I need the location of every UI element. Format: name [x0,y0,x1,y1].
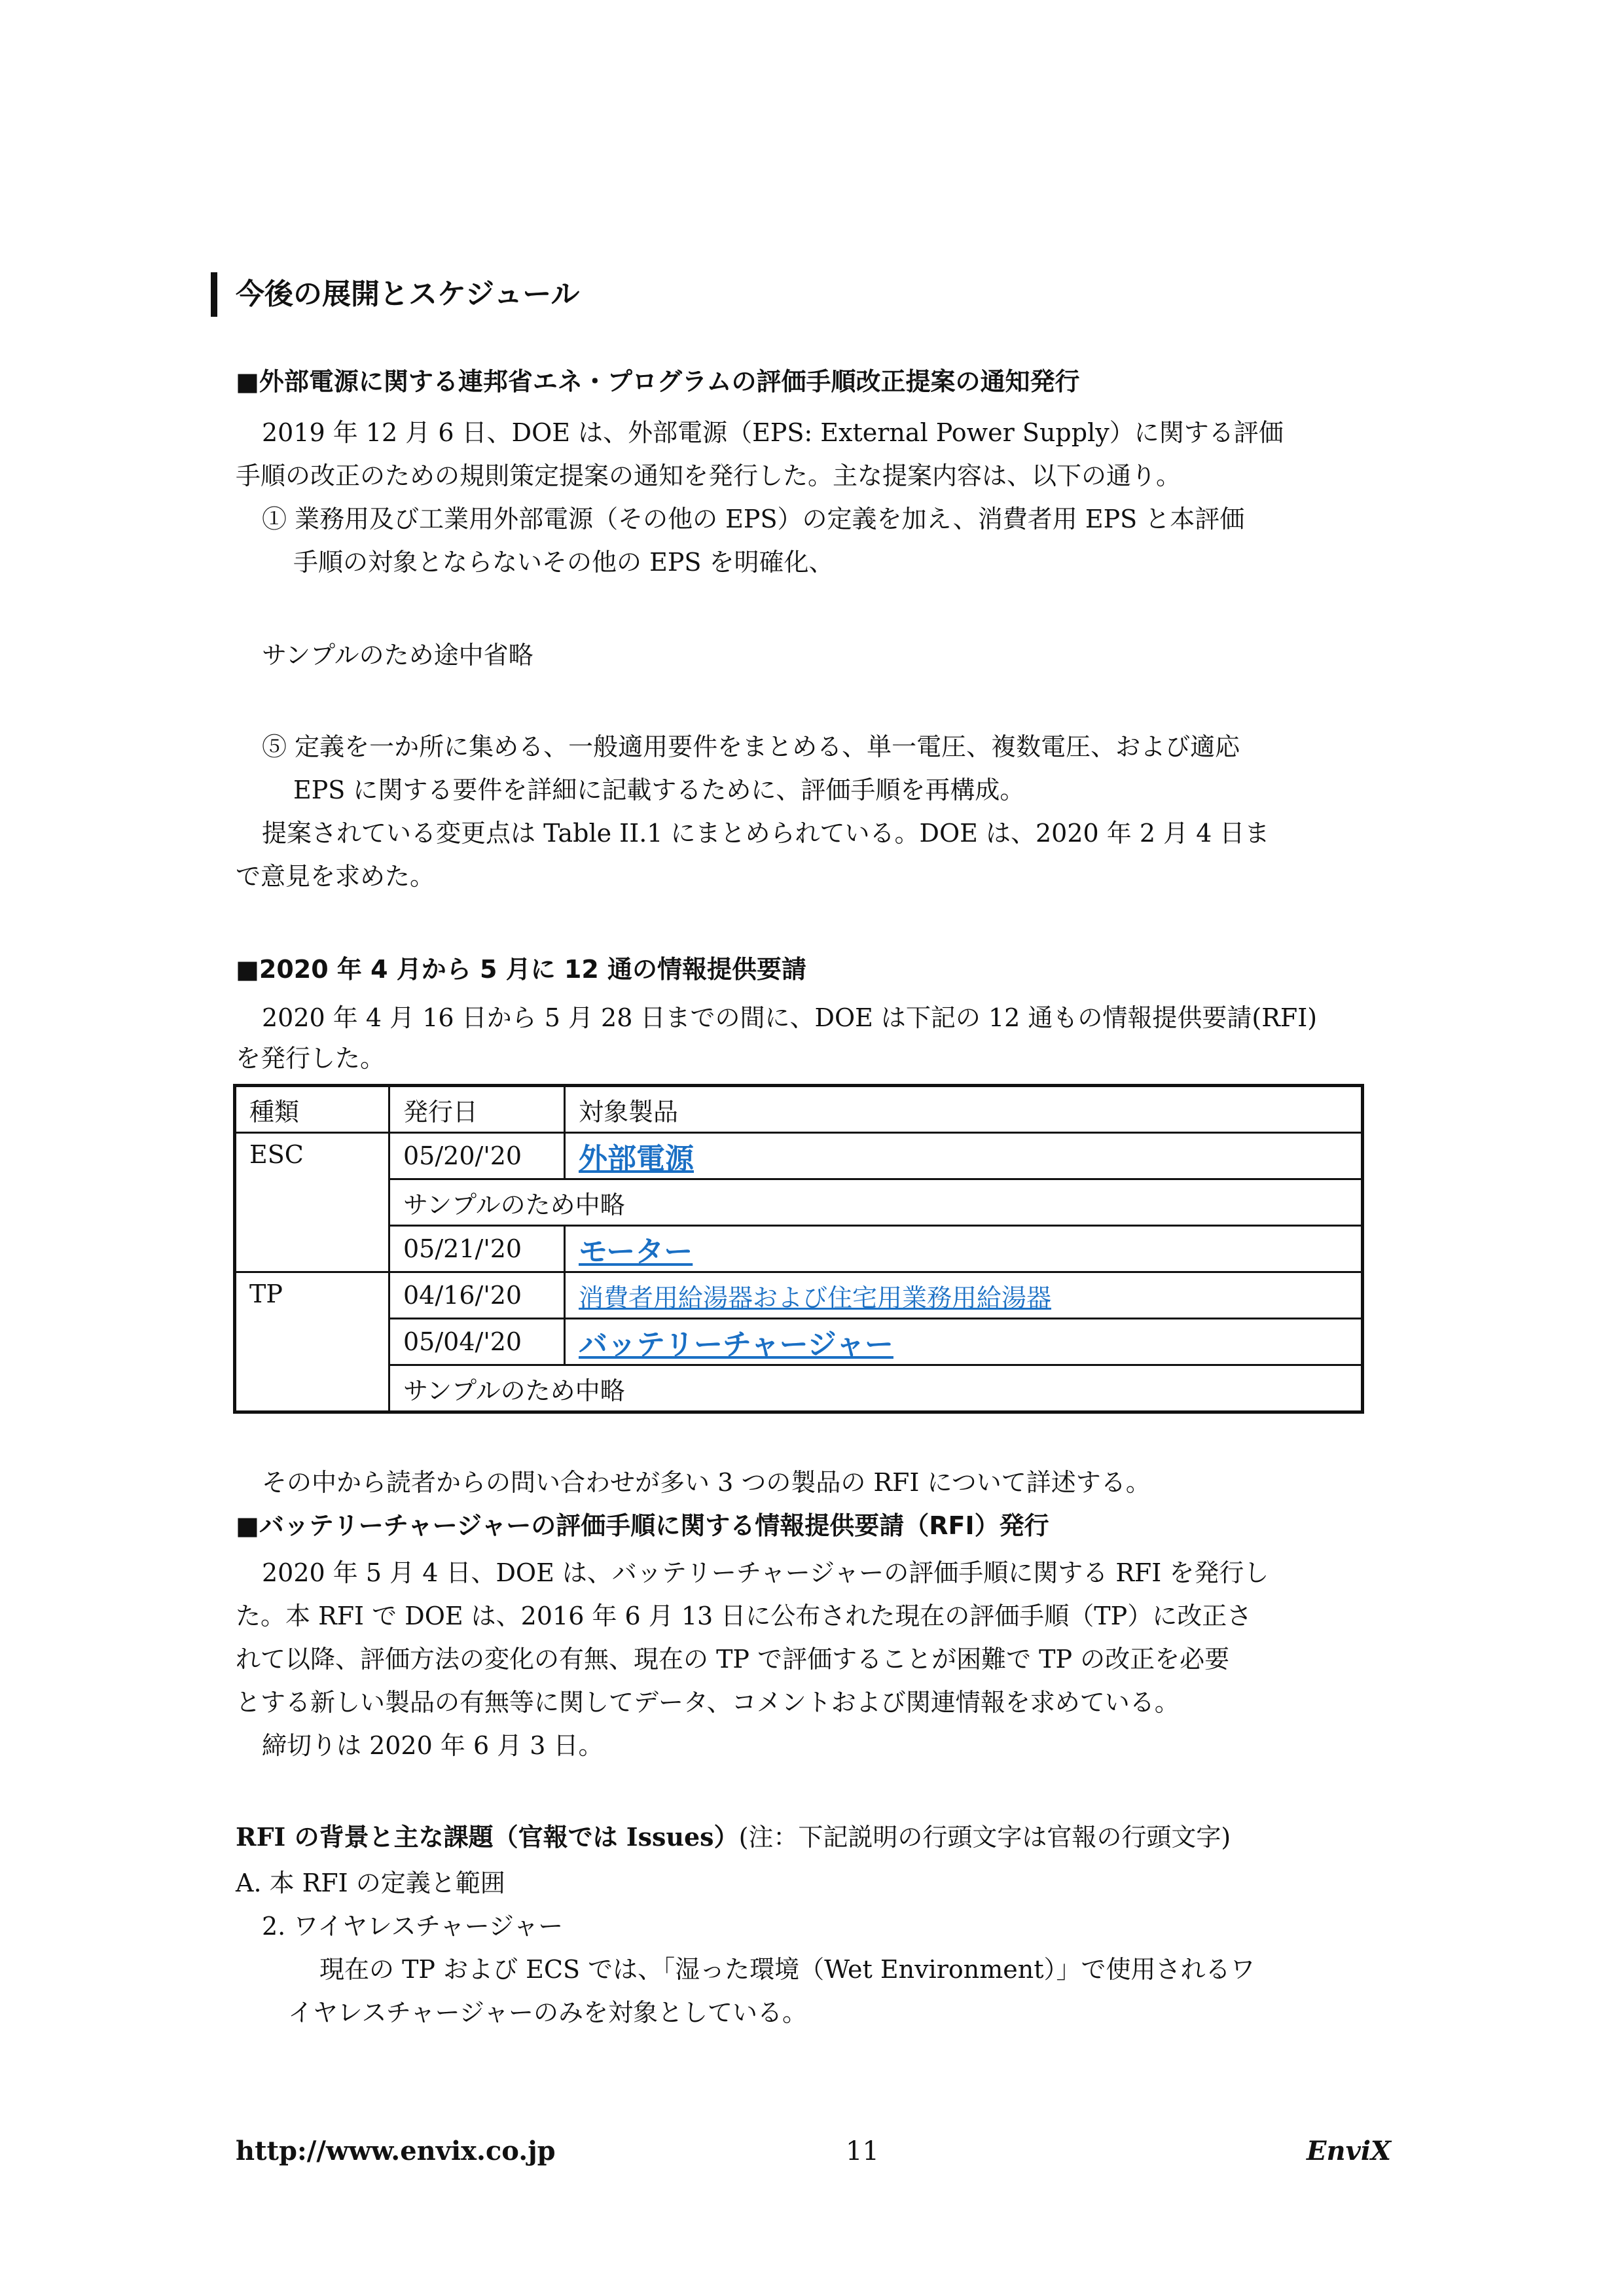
date-cell: 04/16/'20 [389,1272,565,1319]
product-cell [565,1133,1363,1179]
omitted-cell: サンプルのため中略 [389,1179,1363,1226]
page-number: 11 [846,2136,879,2166]
paragraph-line: イヤレスチャージャーのみを対象としている。 [288,1998,808,2027]
paragraph-line: 2020 年 5 月 4 日、DOE は、バッテリーチャージャーの評価手順に関する RFI を発行し [262,1558,1269,1587]
table-row [235,1133,1363,1179]
date-cell: 05/04/'20 [389,1319,565,1365]
table-row [235,1179,1363,1226]
type-cell-tp: TP [235,1272,389,1412]
product-link-battery-charger[interactable]: バッテリーチャージャー [579,1328,893,1361]
paragraph-line: れて以降、評価方法の変化の有無、現在の TP で評価することが困難で TP の改正を必要 [236,1645,1230,1674]
date-cell: 05/21/'20 [389,1226,565,1272]
paragraph-line: た。本 RFI で DOE は、2016 年 6 月 13 日に公布された現在の評価手順（TP）に改正さ [236,1602,1252,1630]
product-cell [565,1319,1363,1365]
list-item-1: ① 業務用及び工業用外部電源（その他の EPS）の定義を加え、消費者用 EPS と本評価 [262,505,1245,533]
rfi-table [233,1084,1364,1414]
type-cell-esc: ESC [235,1133,389,1272]
paragraph-line: 手順の改正のための規則策定提案の通知を発行した。主な提案内容は、以下の通り。 [236,461,1182,490]
table-header: 種類 [235,1086,389,1133]
table-header: 発行日 [389,1086,565,1133]
paragraph-line: 現在の TP および ECS では、「湿った環境（Wet Environment）」で使用されるワ [319,1955,1255,1984]
table-header-row [235,1086,1363,1133]
paragraph-line: を発行した。 [236,1044,386,1073]
list-item-5: ⑤ 定義を一か所に集める、一般適用要件をまとめる、単一電圧、複数電圧、および適応 [262,732,1240,761]
page-heading: 今後の展開とスケジュール [236,278,580,311]
footer-brand: EnviX [1307,2136,1392,2166]
date-cell: 05/20/'20 [389,1133,565,1179]
product-cell [565,1272,1363,1319]
table-header: 対象製品 [565,1086,1363,1133]
subsection-a2: 2. ワイヤレスチャージャー [262,1912,564,1941]
product-cell [565,1226,1363,1272]
paragraph-line: とする新しい製品の有無等に関してデータ、コメントおよび関連情報を求めている。 [236,1688,1180,1717]
section-title-battery: ■ バッテリーチャージャーの評価手順に関する情報提供要請（RFI）発行 [236,1509,1049,1542]
paragraph-line: 提案されている変更点は Table II.1 にまとめられている。DOE は、2020 年 2 月 4 日ま [262,819,1270,848]
table-row [235,1365,1363,1412]
paragraph-line: 2020 年 4 月 16 日から 5 月 28 日までの間に、DOE は下記の 12 通もの情報提供要請(RFI) [262,1003,1318,1032]
omitted-note: サンプルのため途中省略 [262,641,533,670]
section-title-eps: ■ 外部電源に関する連邦省エネ・プログラムの評価手順改正提案の通知発行 [236,365,1080,398]
paragraph-line: で意見を求めた。 [236,862,435,891]
product-link-motor[interactable]: モーター [579,1235,693,1268]
footer-url[interactable]: http://www.envix.co.jp [236,2136,556,2166]
paragraph-line: 2019 年 12 月 6 日、DOE は、外部電源（EPS: External Power Supply）に関する評価 [262,418,1284,447]
table-row [235,1272,1363,1319]
list-item-5-cont: EPS に関する要件を詳細に記載するために、評価手順を再構成。 [293,776,1025,804]
omitted-cell: サンプルのため中略 [389,1365,1363,1412]
table-row [235,1319,1363,1365]
section-title-rfi: ■ 2020 年 4 月から 5 月に 12 通の情報提供要請 [236,953,806,986]
subsection-a: A. 本 RFI の定義と範囲 [236,1869,505,1897]
table-row [235,1226,1363,1272]
paragraph-line: 締切りは 2020 年 6 月 3 日。 [262,1731,604,1760]
list-item-1-cont: 手順の対象とならないその他の EPS を明確化、 [293,548,834,577]
section-title-background: RFI の背景と主な課題（官報では Issues）(注：下記説明の行頭文字は官報の行頭文字) [236,1822,1231,1852]
product-link-water-heater[interactable]: 消費者用給湯器および住宅用業務用給湯器 [579,1283,1052,1312]
paragraph-line: その中から読者からの問い合わせが多い 3 つの製品の RFI について詳述する。 [262,1468,1151,1497]
product-link-eps[interactable]: 外部電源 [579,1142,694,1175]
heading-bar [211,272,217,317]
